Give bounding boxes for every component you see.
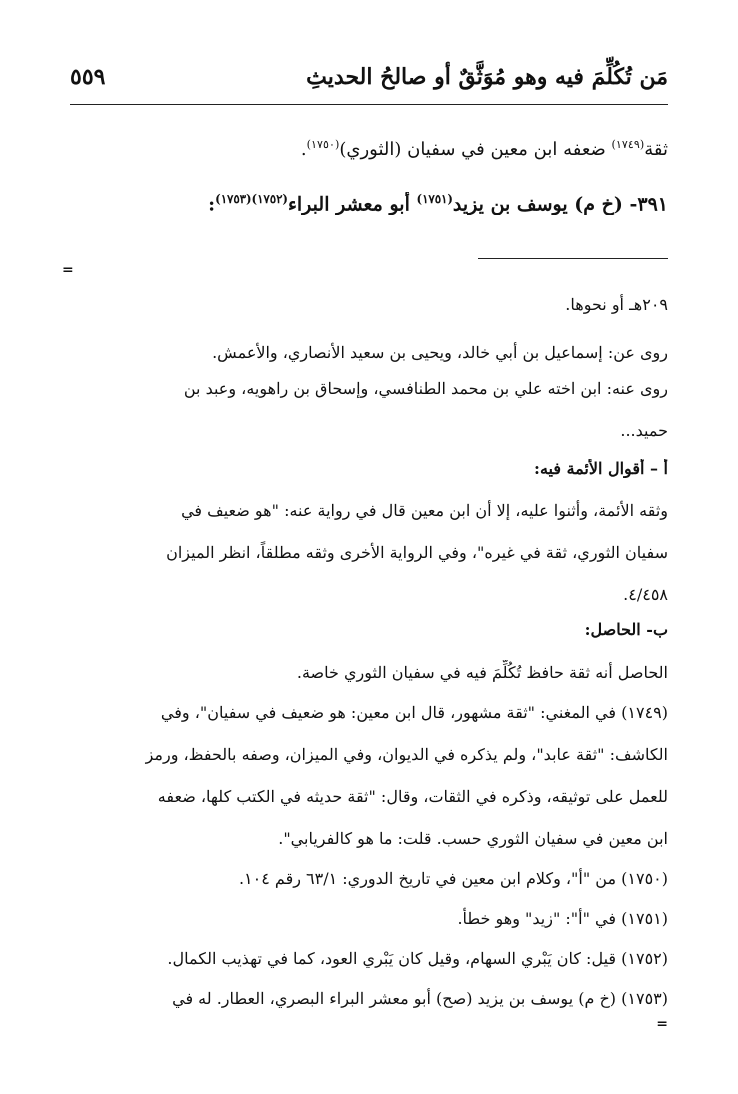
continuation-mark-end: = bbox=[656, 1016, 668, 1032]
footnote-line: روى عن: إسماعيل بن أبي خالد، ويحيى بن سعيد الأنصاري، والأعمش. bbox=[212, 343, 668, 362]
footnote-line: (١٧٥١) في "أ": "زيد" وهو خطأ. bbox=[457, 909, 668, 928]
footnote-line: سفيان الثوري، ثقة في غيره"، وفي الرواية الأخرى وثقه مطلقاً، انظر الميزان bbox=[166, 543, 668, 562]
running-header bbox=[70, 60, 668, 105]
footnote-line: (١٧٤٩) في المغني: "ثقة مشهور، قال ابن معين: هو ضعيف في سفيان"، وفي bbox=[160, 703, 668, 722]
section-heading: ب- الحاصل: bbox=[584, 620, 668, 639]
footnote-line: الحاصل أنه ثقة حافظ تُكُلِّمَ فيه في سفيان الثوري خاصة. bbox=[296, 663, 668, 682]
footnote-line: للعمل على توثيقه، وذكره في الثقات، وقال: "ثقة حديثه في الكتب كلها، ضعفه bbox=[157, 787, 668, 806]
page-number: ٥٥٩ bbox=[70, 64, 106, 90]
footnote-separator bbox=[478, 258, 668, 259]
footnote-line: ٤/٤٥٨. bbox=[623, 585, 668, 604]
main-text-line: ثقة$^{(١٧٤٩)}$ ضعفه ابن معين في سفيان (الثوري)$^{(١٧٥٠)}$. bbox=[300, 138, 668, 160]
footnote-line: ابن معين في سفيان الثوري حسب. قلت: ما هو كالفريابي". bbox=[278, 829, 668, 848]
entry-number: ٣٩١- bbox=[629, 193, 668, 216]
footnote-ref: (١٧٤٩) bbox=[611, 138, 645, 151]
footnote-line: الكاشف: "ثقة عابد"، ولم يذكره في الديوان، وفي الميزان، وصفه بالحفظ، ورمز bbox=[145, 745, 668, 764]
footnote-line: (١٧٥٠) من "أ"، وكلام ابن معين في تاريخ الدوري: ٦٣/١ رقم ١٠٤. bbox=[238, 869, 668, 888]
footnote-line: وثقه الأئمة، وأثنوا عليه، إلا أن ابن معين قال في رواية عنه: "هو ضعيف في bbox=[181, 501, 668, 520]
footnote-line: (١٧٥٢) قيل: كان يَبْري السهام، وقيل كان يَبْري العود، كما في تهذيب الكمال. bbox=[167, 949, 668, 968]
footnote-line: ٢٠٩هـ أو نحوها. bbox=[565, 295, 668, 314]
footnote-line: حميد... bbox=[620, 421, 668, 440]
footnote-line: روى عنه: ابن اخته علي بن محمد الطنافسي، وإسحاق بن راهويه، وعبد بن bbox=[183, 379, 668, 398]
footnote-ref: (١٧٥٢)(١٧٥٣) bbox=[215, 192, 288, 206]
entry-heading: ٣٩١- (خ م) يوسف بن يزيد$^{(١٧٥١)}$ أبو معشر البراء$^{(١٧٥٢)(١٧٥٣)}$: bbox=[208, 192, 668, 216]
running-title: مَن تُكُلِّمَ فيه وهو مُوَثَّقٌ أو صالحُ الحديثِ bbox=[306, 64, 668, 90]
footnote-ref: (١٧٥١) bbox=[416, 192, 453, 206]
footnote-ref: (١٧٥٠) bbox=[306, 138, 340, 151]
footnote-line: (١٧٥٣) (خ م) يوسف بن يزيد (صح) أبو معشر البراء البصري، العطار. له في bbox=[172, 989, 668, 1008]
continuation-mark: = bbox=[62, 262, 74, 278]
section-heading: أ – أقوال الأئمة فيه: bbox=[534, 459, 668, 478]
